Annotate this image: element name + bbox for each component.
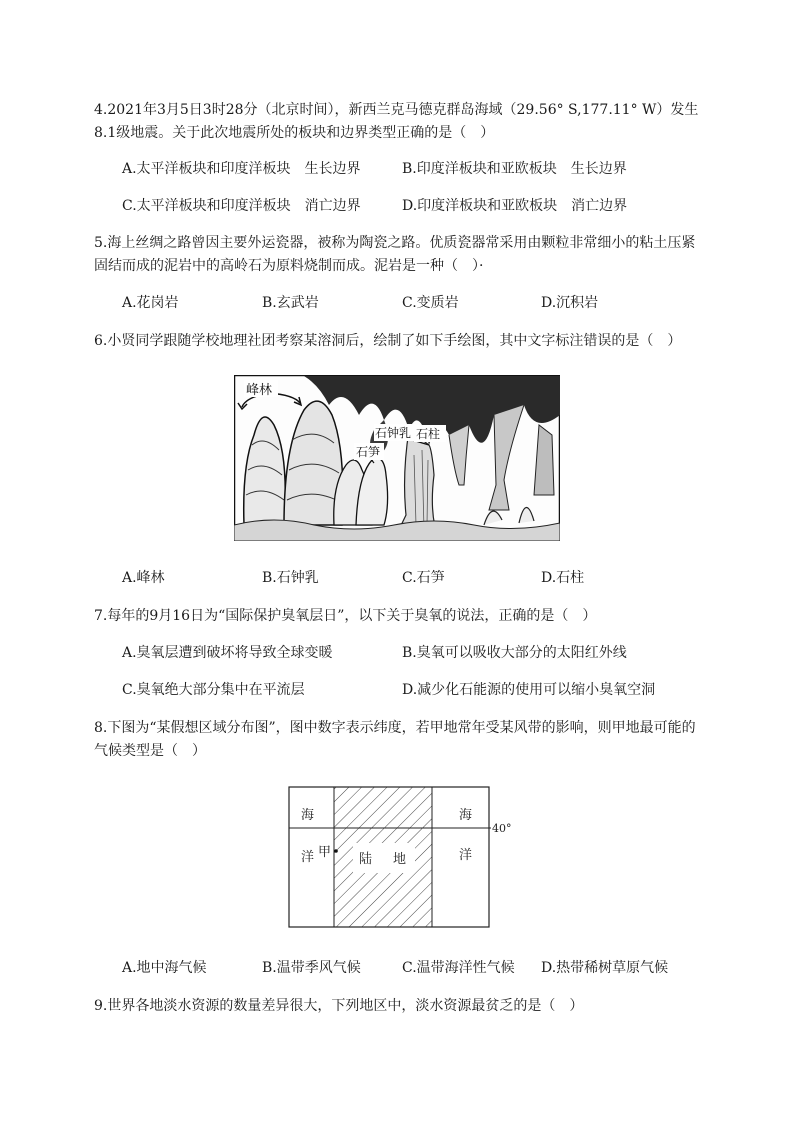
q7-option-b: B.臭氧可以吸收大部分的太阳红外线 [402, 645, 627, 661]
q8-option-a: A.地中海气候 [122, 960, 207, 976]
q5-option-d: D.沉积岩 [541, 295, 599, 311]
q8-option-b: B.温带季风气候 [262, 960, 361, 976]
q4-option-d: D.印度洋板块和亚欧板块 消亡边界 [402, 198, 628, 214]
karst-cave-sketch [234, 375, 560, 541]
label-fenglin: 峰林 [246, 383, 273, 398]
q5-stem-line2: 固结而成的泥岩中的高岭石为原料烧制而成。泥岩是一种（ ）· [94, 258, 484, 274]
sea-left-label-2: 洋 [301, 850, 315, 865]
q4-option-c: C.太平洋板块和印度洋板块 消亡边界 [122, 198, 361, 214]
q4-option-b: B.印度洋板块和亚欧板块 生长边界 [402, 161, 627, 177]
q4-stem-line1: 4.2021年3月5日3时28分（北京时间），新西兰克马德克群岛海域（29.56° S,177.11° W）发生 [94, 102, 699, 118]
location-jia-label: 甲 [318, 845, 332, 860]
q5-stem-line1: 5.海上丝绸之路曾因主要外运瓷器，被称为陶瓷之路。优质瓷器常采用由颗粒非常细小的粘土压紧 [94, 235, 696, 251]
q8-option-d: D.热带稀树草原气候 [541, 960, 669, 976]
q7-stem: 7.每年的9月16日为“国际保护臭氧层日”，以下关于臭氧的说法，正确的是（ ） [94, 608, 597, 624]
q8-stem-line1: 8.下图为“某假想区域分布图”，图中数字表示纬度，若甲地常年受某风带的影响，则甲地最可能的 [94, 720, 696, 736]
land-label-2: 地 [393, 852, 407, 867]
q6-option-c: C.石笋 [402, 570, 445, 586]
q6-option-a: A.峰林 [122, 570, 165, 586]
q7-option-a: A.臭氧层遭到破坏将导致全球变暖 [122, 645, 333, 661]
q4-option-a: A.太平洋板块和印度洋板块 生长边界 [122, 161, 361, 177]
hypothetical-region-map [287, 785, 527, 930]
q9-stem: 9.世界各地淡水资源的数量差异很大，下列地区中，淡水资源最贫乏的是（ ） [94, 998, 584, 1014]
location-jia-point [334, 849, 338, 853]
q6-option-b: B.石钟乳 [262, 570, 319, 586]
sea-right-label-2: 洋 [459, 848, 473, 863]
q7-option-d: D.减少化石能源的使用可以缩小臭氧空洞 [402, 682, 656, 698]
q5-option-c: C.变质岩 [402, 295, 459, 311]
q7-option-c: C.臭氧绝大部分集中在平流层 [122, 682, 305, 698]
label-shisun: 石笋 [356, 445, 381, 459]
q5-option-a: A.花岗岩 [122, 295, 179, 311]
q4-stem-line2: 8.1级地震。关于此次地震所处的板块和边界类型正确的是（ ） [94, 125, 495, 141]
q5-option-b: B.玄武岩 [262, 295, 319, 311]
latitude-label: 40° [492, 822, 512, 835]
sea-left-label-1: 海 [301, 808, 315, 823]
label-shizhongru: 石钟乳 [375, 426, 412, 440]
q6-option-d: D.石柱 [541, 570, 585, 586]
q8-option-c: C.温带海洋性气候 [402, 960, 515, 976]
sea-right-label-1: 海 [459, 808, 473, 823]
q8-stem-line2: 气候类型是（ ） [94, 743, 206, 759]
land-label-1: 陆 [359, 852, 373, 867]
q6-stem: 6.小贤同学跟随学校地理社团考察某溶洞后，绘制了如下手绘图，其中文字标注错误的是（ ） [94, 333, 682, 349]
label-shizhu: 石柱 [416, 427, 441, 441]
